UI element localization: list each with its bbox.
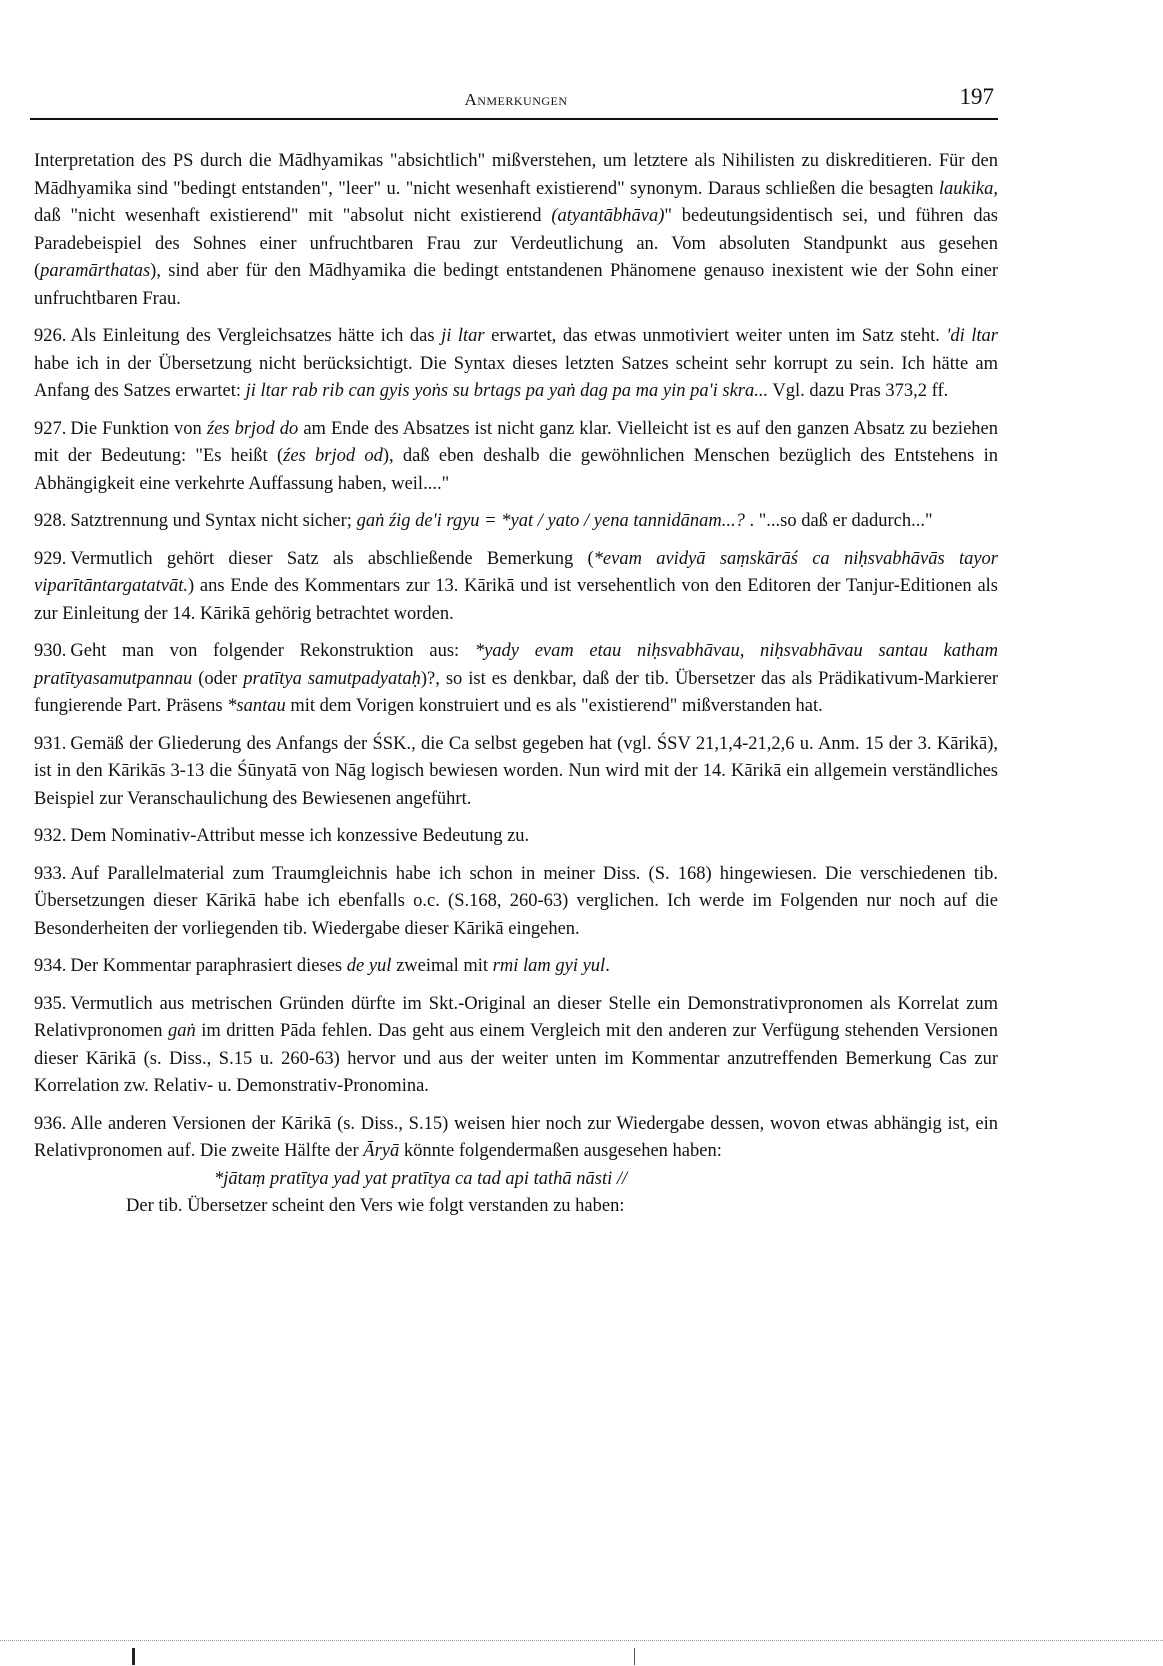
header-rule	[30, 118, 998, 120]
italic-term: *evam avidyā saṃskārāś ca niḥsvabhāvās tayor viparītāntargatatvāt.	[34, 548, 999, 596]
text-run: ), daß eben deshalb die gewöhnlichen Menschen bezüglich des Entstehens in Abhängigkeit eine verkehrte Auffassung haben, weil...."	[34, 446, 998, 494]
italic-term: gaṅ źig de'i rgyu = *yat / yato / yena tannidānam...?	[356, 511, 745, 531]
text-run: könnte folgendermaßen ausgesehen haben:	[399, 1141, 722, 1161]
note-number: 932.	[34, 826, 67, 846]
text-run: Interpretation des PS durch die Mādhyamikas "absichtlich" mißverstehen, um letztere als Nihilisten zu diskreditieren. Für den Mādhyamika sind "bedingt entstanden", "leer" u. "nicht wesenhaft existierend" synonym. Daraus schließen die besagten	[34, 151, 998, 199]
italic-term: 'di ltar	[946, 326, 999, 346]
note-928	[34, 508, 998, 536]
note-931	[34, 731, 998, 814]
text-run: im dritten Pāda fehlen. Das geht aus einem Vergleich mit den anderen zur Verfügung stehenden Versionen dieser Kārikā (s. Diss., S.15 u. 260-63) hervor und aus der weiter unten im Kommentar anzutreffenden Bemerkung Cas zur Korrelation zw. Relativ- u. Demonstrativ-Pronomina.	[34, 1021, 998, 1096]
note-935	[34, 991, 998, 1101]
italic-term: źes brjod od	[283, 446, 383, 466]
note-number: 928.	[34, 511, 67, 531]
italic-term: paramārthatas	[40, 261, 151, 281]
text-run: Satztrennung und Syntax nicht sicher;	[70, 511, 357, 531]
scan-mark	[132, 1648, 135, 1665]
note-926	[34, 323, 998, 406]
note-934	[34, 953, 998, 981]
text-run: habe ich in der Übersetzung nicht berücksichtigt. Die Syntax dieses letzten Satzes scheint sehr korrupt zu sein. Ich hätte am Anfang des Satzes erwartet:	[34, 353, 998, 401]
text-run: am Ende des Absatzes ist nicht ganz klar. Vielleicht ist es auf den ganzen Absatz zu beziehen mit der Bedeutung: "Es heißt (	[34, 418, 998, 466]
text-run: ) ans Ende des Kommentars zur 13. Kārikā und ist versehentlich von den Editoren der Tanjur-Editionen als zur Einleitung der 14. Kārikā gehörig betrachtet worden.	[34, 576, 998, 624]
note-number: 936.	[34, 1113, 67, 1134]
note-932	[34, 823, 998, 851]
note-number: 934.	[34, 956, 67, 976]
italic-term: (atyantābhāva)	[551, 206, 665, 226]
note-number: 931.	[34, 733, 67, 754]
note-number: 933.	[34, 863, 67, 884]
text-run: , daß "nicht wesenhaft existierend" mit "absolut nicht existierend	[34, 178, 998, 226]
text-run: Geht man von folgender Rekonstruktion aus:	[70, 641, 475, 661]
italic-term: ji ltar rab rib can gyis yoṅs su brtags pa yaṅ dag pa ma yin pa'i skra...	[245, 381, 769, 401]
italic-term: źes brjod do	[206, 418, 299, 439]
italic-term: rmi lam gyi yul	[492, 956, 606, 976]
note-number: 930.	[34, 641, 67, 661]
text-run: . "...so daß er dadurch..."	[744, 511, 933, 531]
text-run: Auf Parallelmaterial zum Traumgleichnis habe ich schon in meiner Diss. (S. 168) hingewiesen. Die verschiedenen tib. Übersetzungen dieser Kārikā habe ich ebenfalls o.c. (S.168, 260-63) verglichen. Ich werde im Folgenden nur noch auf die Besonderheiten der vorliegenden tib. Wiedergabe dieser Kārikā eingehen.	[34, 863, 998, 939]
italic-term: gaṅ	[167, 1021, 196, 1041]
text-run: Gemäß der Gliederung des Anfangs der ŚSK., die Ca selbst gegeben hat (vgl. ŚSV 21,1,4-21,2,6 u. Anm. 15 der 3. Kārikā), ist in den Kārikās 3-13 die Śūnyatā von Nāg logisch bewiesen worden. Nun wird mit der 14. Kārikā ein allgemein verständliches Beispiel zur Veranschaulichung des Bewiesenen angeführt.	[34, 733, 998, 809]
text-run: Alle anderen Versionen der Kārikā (s. Diss., S.15) weisen hier noch zur Wiedergabe dessen, wovon etwas abhängig ist, ein Relativpronomen auf. Die zweite Hälfte der	[34, 1113, 998, 1161]
note-number: 926.	[34, 326, 67, 346]
running-title: Anmerkungen	[464, 90, 568, 109]
italic-term: laukika	[938, 178, 994, 199]
note-number: 929.	[34, 548, 67, 569]
verse-reconstruction: *jātaṃ pratītya yad yat pratītya ca tad api tathā nāsti //	[214, 1168, 628, 1189]
verse-followup: Der tib. Übersetzer scheint den Vers wie folgt verstanden zu haben:	[126, 1196, 625, 1216]
note-936	[34, 1111, 998, 1166]
note-933	[34, 861, 998, 944]
italic-term: Āryā	[363, 1141, 400, 1161]
text-run: erwartet, das etwas unmotiviert weiter unten im Satz steht.	[484, 326, 947, 346]
italic-term: ji ltar	[441, 326, 485, 346]
text-run: mit dem Vorigen konstruiert und es als "existierend" mißverstanden hat.	[285, 696, 823, 716]
text-run: Als Einleitung des Vergleichsatzes hätte ich das	[70, 326, 442, 346]
page-number: 197	[959, 84, 994, 109]
text-run: Vgl. dazu Pras 373,2 ff.	[768, 381, 949, 401]
note-929	[34, 546, 998, 629]
text-run: ), sind aber für den Mādhyamika die bedingt entstandenen Phänomene genauso inexistent wie der Sohn einer unfruchtbaren Frau.	[34, 261, 998, 309]
scan-edge-noise	[0, 1640, 1163, 1666]
italic-term: *santau	[227, 696, 286, 716]
text-run: .	[605, 956, 610, 976]
note-number: 935.	[34, 993, 67, 1014]
note-927	[34, 416, 998, 499]
italic-term: *yady evam etau niḥsvabhāvau, niḥsvabhāvau santau katham pratītyasamutpannau	[34, 641, 998, 689]
text-run: Vermutlich gehört dieser Satz als abschließende Bemerkung (	[70, 548, 594, 569]
text-run: )?, so ist es denkbar, daß der tib. Übersetzer das als Prädikativum-Markierer fungierende Part. Präsens	[34, 668, 998, 716]
note-number: 927.	[34, 418, 67, 439]
italic-term: de yul	[346, 956, 392, 976]
italic-term: pratītya samutpadyataḥ	[243, 668, 421, 689]
paragraph-intro	[34, 148, 998, 313]
text-run: zweimal mit	[391, 956, 493, 976]
text-run: (oder	[192, 668, 244, 689]
scan-mark	[634, 1648, 635, 1665]
body-text	[34, 148, 998, 1221]
running-head	[30, 84, 1002, 118]
text-run: Dem Nominativ-Attribut messe ich konzessive Bedeutung zu.	[70, 826, 530, 846]
text-run: Die Funktion von	[70, 418, 207, 439]
text-run: Der Kommentar paraphrasiert dieses	[70, 956, 347, 976]
note-930	[34, 638, 998, 721]
text-run: Vermutlich aus metrischen Gründen dürfte im Skt.-Original an dieser Stelle ein Demonstrativpronomen als Korrelat zum Relativpronomen	[34, 993, 998, 1041]
text-run: " bedeutungsidentisch sei, und führen das Paradebeispiel des Sohnes einer unfruchtbaren Frau zur Verdeutlichung an. Vom absoluten Standpunkt aus gesehen (	[34, 206, 998, 281]
